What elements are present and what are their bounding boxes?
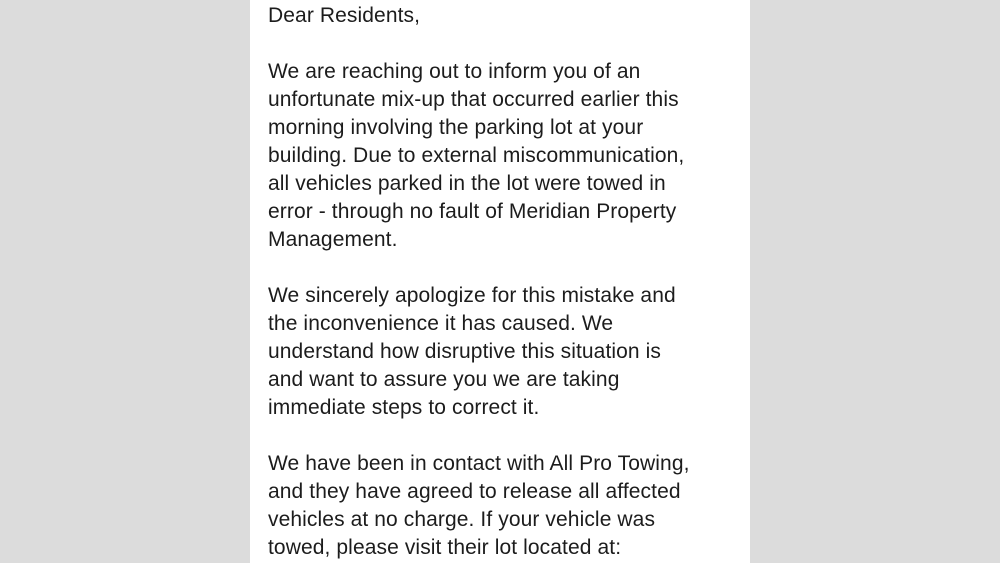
paragraph-2-line: immediate steps to correct it. — [268, 396, 540, 419]
paragraph-2-line: We sincerely apologize for this mistake and — [268, 284, 676, 307]
greeting — [268, 2, 738, 30]
paragraph-2 — [268, 282, 738, 422]
paragraph-1-line: all vehicles parked in the lot were towed in — [268, 172, 666, 195]
paragraph-1-line: unfortunate mix-up that occurred earlier this — [268, 88, 679, 111]
paragraph-1-line: Management. — [268, 228, 398, 251]
paragraph-3-line: vehicles at no charge. If your vehicle was — [268, 508, 656, 531]
paragraph-1-line: building. Due to external miscommunication, — [268, 144, 685, 167]
greeting-line: Dear Residents, — [268, 4, 421, 27]
paragraph-1 — [268, 58, 738, 254]
paragraph-3-line: and they have agreed to release all affected — [268, 480, 681, 503]
paragraph-3-line: towed, please visit their lot located at: — [268, 536, 622, 559]
letter-page — [250, 0, 750, 563]
paragraph-1-line: morning involving the parking lot at your — [268, 116, 644, 139]
paragraph-2-line: and want to assure you we are taking — [268, 368, 620, 391]
paragraph-3-line: We have been in contact with All Pro Towing, — [268, 452, 690, 475]
paragraph-2-line: the inconvenience it has caused. We — [268, 312, 614, 335]
paragraph-1-line: We are reaching out to inform you of an — [268, 60, 641, 83]
paragraph-1-line: error - through no fault of Meridian Property — [268, 200, 677, 223]
letter-body — [268, 2, 738, 563]
paragraph-3 — [268, 450, 738, 562]
paragraph-2-line: understand how disruptive this situation is — [268, 340, 662, 363]
